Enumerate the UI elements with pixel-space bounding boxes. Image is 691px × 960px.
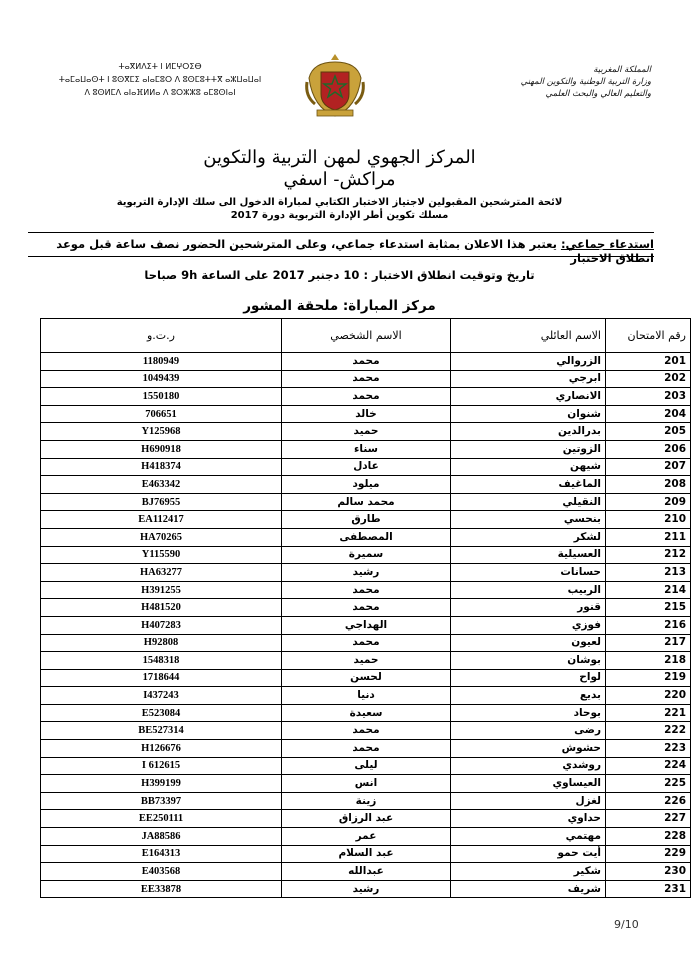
table-row	[41, 564, 691, 582]
table-row	[41, 792, 691, 810]
cell-national-id: EA112417	[41, 511, 282, 529]
collective-convocation-notice: استدعاء جماعي: يعتبر هذا الاعلان بمثابة استدعاء جماعي، وعلى المترشحين الحضور نصف ساعة قبل موعد انطلاق الاختبار	[56, 237, 654, 265]
cell-national-id: H391255	[41, 581, 282, 599]
table-row	[41, 828, 691, 846]
table-row	[41, 652, 691, 670]
cell-exam-number: 209	[606, 493, 691, 511]
cell-national-id: HA63277	[41, 564, 282, 582]
cell-personal-name: طارق	[282, 511, 451, 529]
cell-exam-number: 221	[606, 704, 691, 722]
cell-national-id: I437243	[41, 687, 282, 705]
cell-national-id: H92808	[41, 634, 282, 652]
tifinagh-ministry-name: ⵜⴰⴳⵍⴷⵉⵜ ⵏ ⵍⵎⵖⵔⵉⴱ ⵜⴰⵎⴰⵡⴰⵙⵜ ⵏ ⵓⵙⴳⵎⵉ ⴰⵏⴰⵎⵓⵔ ⴷ ⵓⵙⵎⵓⵜⵜⴳ ⴰⵣⵡⴰⵡⴰⵏ ⴷ ⵓⵙⵍⵎⴷ ⴰⵏⴰⴼⵍⵍⴰ ⴷ ⵓⵔⵣⵣⵓ ⴰⵎⵓⵙⵏⴰⵏ	[58, 62, 262, 97]
cell-family-name: لشكر	[451, 528, 606, 546]
cell-family-name: بوشان	[451, 652, 606, 670]
cell-national-id: JA88586	[41, 828, 282, 846]
cell-national-id: Y125968	[41, 423, 282, 441]
header-national-id: ر.ت.و	[41, 319, 282, 353]
cell-family-name: حداوي	[451, 810, 606, 828]
cell-exam-number: 225	[606, 775, 691, 793]
cell-personal-name: رشيد	[282, 564, 451, 582]
cell-exam-number: 217	[606, 634, 691, 652]
divider-top	[28, 232, 654, 233]
cell-personal-name: عمر	[282, 828, 451, 846]
cell-exam-number: 231	[606, 880, 691, 898]
cell-personal-name: خالد	[282, 405, 451, 423]
cell-exam-number: 203	[606, 388, 691, 406]
cell-exam-number: 211	[606, 528, 691, 546]
cell-personal-name: محمد	[282, 634, 451, 652]
cell-family-name: قنور	[451, 599, 606, 617]
cell-national-id: 1049439	[41, 370, 282, 388]
cell-personal-name: عبدالله	[282, 863, 451, 881]
cell-family-name: حسانات	[451, 564, 606, 582]
cell-family-name: شريف	[451, 880, 606, 898]
cell-personal-name: سناء	[282, 440, 451, 458]
cell-exam-number: 222	[606, 722, 691, 740]
table-row	[41, 405, 691, 423]
cell-exam-number: 202	[606, 370, 691, 388]
cell-personal-name: حميد	[282, 423, 451, 441]
list-title: لائحة المترشحين المقبولين لاجتياز الاختبار الكتابي لمباراة الدخول الى سلك الإدارة التربوية مسلك تكوين أطر الإدارة التربوية دورة 2017	[116, 197, 563, 221]
cell-family-name: شيهن	[451, 458, 606, 476]
cell-exam-number: 224	[606, 757, 691, 775]
cell-personal-name: عادل	[282, 458, 451, 476]
cell-national-id: I 612615	[41, 757, 282, 775]
cell-personal-name: انس	[282, 775, 451, 793]
table-row	[41, 370, 691, 388]
cell-family-name: أيت حمو	[451, 845, 606, 863]
cell-national-id: H399199	[41, 775, 282, 793]
cell-family-name: بوحاد	[451, 704, 606, 722]
moroccan-coat-of-arms-icon	[303, 52, 367, 120]
cell-personal-name: ليلى	[282, 757, 451, 775]
cell-personal-name: محمد	[282, 388, 451, 406]
table-row	[41, 423, 691, 441]
cell-exam-number: 230	[606, 863, 691, 881]
ministry-name-arabic: المملكة المغربية وزارة التربية الوطنية والتكوين المهني والتعليم العالي والبحث العلمي	[520, 65, 651, 99]
cell-national-id: H126676	[41, 740, 282, 758]
cell-exam-number: 201	[606, 353, 691, 371]
table-row	[41, 810, 691, 828]
cell-family-name: لعيون	[451, 634, 606, 652]
cell-family-name: روشدي	[451, 757, 606, 775]
table-row	[41, 493, 691, 511]
cell-family-name: العيساوي	[451, 775, 606, 793]
table-row	[41, 775, 691, 793]
cell-exam-number: 208	[606, 476, 691, 494]
table-row	[41, 353, 691, 371]
cell-family-name: الماغيف	[451, 476, 606, 494]
cell-exam-number: 226	[606, 792, 691, 810]
table-row	[41, 581, 691, 599]
cell-family-name: حشوش	[451, 740, 606, 758]
cell-personal-name: زينة	[282, 792, 451, 810]
cell-personal-name: عبد الرزاق	[282, 810, 451, 828]
cell-national-id: H690918	[41, 440, 282, 458]
cell-family-name: لغزل	[451, 792, 606, 810]
cell-exam-number: 204	[606, 405, 691, 423]
table-row	[41, 704, 691, 722]
cell-family-name: بدرالدين	[451, 423, 606, 441]
table-row	[41, 634, 691, 652]
cell-personal-name: لحسن	[282, 669, 451, 687]
cell-exam-number: 220	[606, 687, 691, 705]
cell-national-id: E403568	[41, 863, 282, 881]
table-row	[41, 616, 691, 634]
cell-family-name: شكير	[451, 863, 606, 881]
cell-family-name: الزوتين	[451, 440, 606, 458]
cell-exam-number: 215	[606, 599, 691, 617]
cell-exam-number: 223	[606, 740, 691, 758]
cell-family-name: شنوان	[451, 405, 606, 423]
cell-family-name: بنحسي	[451, 511, 606, 529]
cell-exam-number: 218	[606, 652, 691, 670]
table-row	[41, 880, 691, 898]
table-row	[41, 440, 691, 458]
cell-national-id: BB73397	[41, 792, 282, 810]
cell-family-name: ابرجي	[451, 370, 606, 388]
letterhead	[0, 52, 679, 122]
cell-family-name: بديع	[451, 687, 606, 705]
cell-exam-number: 205	[606, 423, 691, 441]
cell-exam-number: 216	[606, 616, 691, 634]
cell-exam-number: 229	[606, 845, 691, 863]
cell-personal-name: سعيدة	[282, 704, 451, 722]
table-header-row	[41, 319, 691, 353]
table-row	[41, 388, 691, 406]
table-row	[41, 740, 691, 758]
cell-exam-number: 219	[606, 669, 691, 687]
cell-personal-name: محمد	[282, 722, 451, 740]
cell-national-id: E523084	[41, 704, 282, 722]
cell-family-name: النقيلي	[451, 493, 606, 511]
cell-exam-number: 214	[606, 581, 691, 599]
cell-personal-name: عبد السلام	[282, 845, 451, 863]
cell-exam-number: 228	[606, 828, 691, 846]
cell-national-id: 1548318	[41, 652, 282, 670]
cell-national-id: Y115590	[41, 546, 282, 564]
regional-centre-title: المركز الجهوي لمهن التربية والتكوين مراكش- اسفي	[203, 147, 476, 190]
cell-personal-name: حميد	[282, 652, 451, 670]
cell-personal-name: رشيد	[282, 880, 451, 898]
table-row	[41, 722, 691, 740]
cell-personal-name: محمد	[282, 599, 451, 617]
table-row	[41, 528, 691, 546]
cell-exam-number: 206	[606, 440, 691, 458]
cell-national-id: E463342	[41, 476, 282, 494]
cell-national-id: H418374	[41, 458, 282, 476]
cell-personal-name: سميرة	[282, 546, 451, 564]
cell-personal-name: محمد	[282, 740, 451, 758]
table-row	[41, 476, 691, 494]
cell-national-id: HA70265	[41, 528, 282, 546]
candidates-table-body	[41, 353, 691, 898]
cell-national-id: 1180949	[41, 353, 282, 371]
cell-national-id: 1550180	[41, 388, 282, 406]
cell-personal-name: محمد سالم	[282, 493, 451, 511]
cell-exam-number: 210	[606, 511, 691, 529]
header-family-name: الاسم العائلي	[451, 319, 606, 353]
cell-family-name: لواح	[451, 669, 606, 687]
cell-personal-name: محمد	[282, 370, 451, 388]
cell-personal-name: ميلود	[282, 476, 451, 494]
table-row	[41, 546, 691, 564]
cell-personal-name: المصطفى	[282, 528, 451, 546]
cell-family-name: مهتمي	[451, 828, 606, 846]
exam-date-time: تاريخ وتوقيت انطلاق الاختبار : 10 دجنبر 2017 على الساعة 9h صباحا	[144, 268, 535, 282]
cell-national-id: 706651	[41, 405, 282, 423]
candidates-table	[40, 318, 691, 898]
cell-national-id: H407283	[41, 616, 282, 634]
cell-family-name: الانصاري	[451, 388, 606, 406]
cell-exam-number: 213	[606, 564, 691, 582]
header-personal-name: الاسم الشخصي	[282, 319, 451, 353]
cell-national-id: EE33878	[41, 880, 282, 898]
exam-venue: مركز المباراة: ملحقة المشور	[243, 298, 436, 314]
cell-family-name: الربيب	[451, 581, 606, 599]
table-row	[41, 599, 691, 617]
cell-exam-number: 207	[606, 458, 691, 476]
cell-personal-name: الهداجي	[282, 616, 451, 634]
table-row	[41, 845, 691, 863]
cell-family-name: العسيلية	[451, 546, 606, 564]
cell-exam-number: 212	[606, 546, 691, 564]
cell-family-name: الزروالي	[451, 353, 606, 371]
table-row	[41, 458, 691, 476]
table-row	[41, 669, 691, 687]
table-row	[41, 687, 691, 705]
cell-national-id: EE250111	[41, 810, 282, 828]
cell-national-id: BJ76955	[41, 493, 282, 511]
cell-national-id: BE527314	[41, 722, 282, 740]
cell-national-id: H481520	[41, 599, 282, 617]
divider-bottom	[28, 256, 654, 257]
cell-personal-name: دنيا	[282, 687, 451, 705]
table-row	[41, 511, 691, 529]
cell-personal-name: محمد	[282, 353, 451, 371]
cell-family-name: فوزي	[451, 616, 606, 634]
cell-exam-number: 227	[606, 810, 691, 828]
table-row	[41, 757, 691, 775]
cell-family-name: رضى	[451, 722, 606, 740]
cell-personal-name: محمد	[282, 581, 451, 599]
page-number: 9/10	[614, 918, 639, 931]
table-row	[41, 863, 691, 881]
cell-national-id: 1718644	[41, 669, 282, 687]
cell-national-id: E164313	[41, 845, 282, 863]
header-exam-number: رقم الامتحان	[606, 319, 691, 353]
